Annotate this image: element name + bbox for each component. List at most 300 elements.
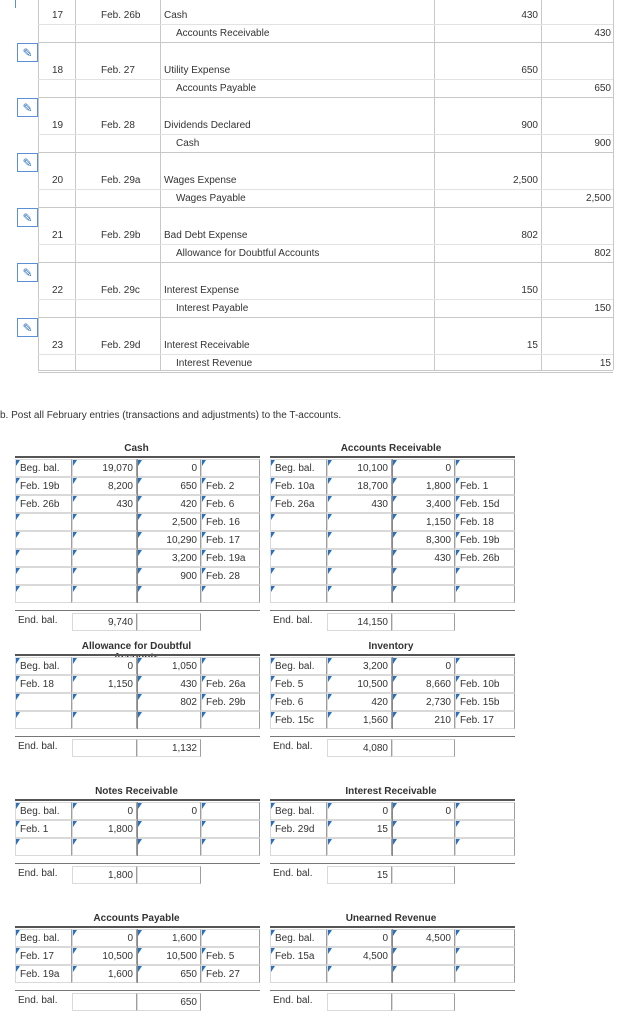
right-label-input[interactable] (455, 477, 515, 495)
edit-entry-button[interactable] (17, 318, 38, 337)
left-label-input[interactable] (15, 459, 72, 477)
right-label-input[interactable] (201, 657, 260, 675)
debit-input[interactable] (327, 693, 392, 711)
debit-input[interactable] (72, 838, 137, 856)
debit-account[interactable]: Interest Expense (164, 285, 240, 296)
debit-input[interactable] (72, 513, 137, 531)
left-label-input[interactable] (15, 513, 72, 531)
left-label-input[interactable] (270, 495, 327, 513)
left-label-input[interactable] (15, 585, 72, 603)
credit-account[interactable]: Accounts Receivable (176, 28, 270, 39)
left-label-input[interactable] (15, 495, 72, 513)
end-balance-debit-input[interactable] (72, 993, 137, 1011)
debit-input[interactable] (327, 531, 392, 549)
right-label-input[interactable] (201, 947, 260, 965)
input-flag-icon (328, 586, 332, 592)
debit-input[interactable] (72, 711, 137, 729)
t-account-divider (137, 459, 138, 603)
input-flag-icon (138, 586, 142, 592)
credit-input[interactable] (137, 711, 201, 729)
right-label-input[interactable] (455, 675, 515, 693)
credit-value: 430 (180, 679, 197, 690)
right-label-input[interactable] (201, 531, 260, 549)
right-label-input[interactable] (201, 965, 260, 983)
right-label-input[interactable] (455, 929, 515, 947)
right-label-input[interactable] (201, 838, 260, 856)
left-label-input[interactable] (270, 549, 327, 567)
credit-input[interactable] (392, 513, 455, 531)
credit-input[interactable] (392, 459, 455, 477)
credit-input[interactable] (137, 585, 201, 603)
credit-account[interactable]: Interest Revenue (176, 358, 253, 369)
debit-amount[interactable]: 430 (521, 10, 538, 21)
credit-input[interactable] (137, 549, 201, 567)
right-label-input[interactable] (201, 675, 260, 693)
debit-input[interactable] (72, 675, 137, 693)
credit-input[interactable] (392, 477, 455, 495)
debit-input[interactable] (72, 802, 137, 820)
debit-input[interactable] (327, 513, 392, 531)
credit-input[interactable] (137, 495, 201, 513)
journal-row-divider (38, 299, 613, 300)
credit-amount[interactable]: 900 (594, 138, 611, 149)
t-account-underline (270, 799, 515, 801)
t-account-underline (15, 456, 260, 458)
debit-input[interactable] (327, 459, 392, 477)
input-flag-icon (202, 460, 206, 466)
debit-input[interactable] (327, 929, 392, 947)
input-flag-icon (393, 478, 397, 484)
credit-account[interactable]: Wages Payable (176, 193, 246, 204)
t-account-title: Interest Receivable (345, 786, 437, 797)
debit-account[interactable]: Utility Expense (164, 65, 231, 76)
left-label-input[interactable] (270, 567, 327, 585)
end-balance-credit-input[interactable] (392, 739, 455, 757)
input-flag-icon (16, 712, 20, 718)
credit-value: 650 (180, 481, 197, 492)
right-label-input[interactable] (201, 477, 260, 495)
end-balance-credit-input[interactable] (137, 739, 201, 757)
left-label-input[interactable] (270, 711, 327, 729)
entry-date[interactable]: Feb. 29c (101, 285, 140, 296)
right-label-input[interactable] (201, 585, 260, 603)
right-label-text: Feb. 27 (206, 969, 240, 980)
credit-amount[interactable]: 15 (599, 358, 611, 369)
end-balance-credit-input[interactable] (137, 993, 201, 1011)
right-label-input[interactable] (455, 549, 515, 567)
left-label-input[interactable] (270, 947, 327, 965)
input-flag-icon (328, 532, 332, 538)
pencil-icon: ✎ (22, 265, 33, 280)
debit-amount[interactable]: 2,500 (512, 175, 538, 186)
credit-input[interactable] (137, 947, 201, 965)
credit-account[interactable]: Interest Payable (176, 303, 249, 314)
right-label-input[interactable] (455, 495, 515, 513)
credit-value: 900 (180, 571, 197, 582)
edit-entry-button[interactable] (17, 153, 38, 172)
debit-value: 0 (382, 806, 388, 817)
debit-value: 0 (382, 933, 388, 944)
debit-amount[interactable]: 15 (526, 340, 538, 351)
input-flag-icon (138, 676, 142, 682)
left-label-input[interactable] (15, 711, 72, 729)
left-label-input[interactable] (270, 675, 327, 693)
input-flag-icon (138, 460, 142, 466)
debit-input[interactable] (72, 929, 137, 947)
left-label-input[interactable] (15, 929, 72, 947)
right-label-input[interactable] (455, 802, 515, 820)
credit-input[interactable] (392, 549, 455, 567)
right-label-input[interactable] (201, 929, 260, 947)
input-flag-icon (73, 496, 77, 502)
left-label-input[interactable] (15, 675, 72, 693)
end-balance-credit: 650 (180, 997, 197, 1008)
journal-grid-line (434, 0, 435, 370)
left-label-input[interactable] (270, 965, 327, 983)
credit-input[interactable] (392, 947, 455, 965)
debit-input[interactable] (72, 693, 137, 711)
end-balance-credit-input[interactable] (137, 866, 201, 884)
debit-value: 3,200 (362, 661, 388, 672)
t-account-underline (15, 654, 260, 656)
left-label-input[interactable] (15, 838, 72, 856)
debit-input[interactable] (327, 838, 392, 856)
credit-value: 10,500 (166, 951, 197, 962)
right-label-input[interactable] (455, 567, 515, 585)
input-flag-icon (456, 821, 460, 827)
right-label-input[interactable] (455, 531, 515, 549)
credit-input[interactable] (392, 820, 455, 838)
input-flag-icon (138, 694, 142, 700)
right-label-input[interactable] (455, 513, 515, 531)
t-account-underline (270, 654, 515, 656)
right-label-input[interactable] (455, 585, 515, 603)
input-flag-icon (16, 586, 20, 592)
input-flag-icon (73, 948, 77, 954)
debit-account[interactable]: Cash (164, 10, 188, 21)
right-label-text: Feb. 2 (206, 481, 235, 492)
credit-value: 1,150 (425, 517, 451, 528)
credit-input[interactable] (392, 657, 455, 675)
end-balance-credit-input[interactable] (392, 613, 455, 631)
t-account-title: Allowance for Doubtful (81, 641, 192, 652)
debit-value: 1,560 (362, 715, 388, 726)
credit-input[interactable] (137, 477, 201, 495)
input-flag-icon (328, 839, 332, 845)
left-label-input[interactable] (15, 549, 72, 567)
credit-input[interactable] (392, 838, 455, 856)
end-balance-debit-input[interactable] (327, 866, 392, 884)
debit-input[interactable] (327, 802, 392, 820)
right-label-input[interactable] (455, 965, 515, 983)
credit-account[interactable]: Allowance for Doubtful Accounts (176, 248, 320, 259)
left-label-input[interactable] (15, 965, 72, 983)
credit-amount[interactable]: 802 (594, 248, 611, 259)
credit-input[interactable] (137, 531, 201, 549)
credit-input[interactable] (392, 693, 455, 711)
debit-input[interactable] (72, 531, 137, 549)
end-balance-debit: 4,080 (362, 743, 388, 754)
input-flag-icon (393, 532, 397, 538)
left-label-text: Feb. 10a (275, 481, 315, 492)
credit-input[interactable] (392, 965, 455, 983)
left-label-input[interactable] (270, 657, 327, 675)
debit-input[interactable] (327, 947, 392, 965)
input-flag-icon (138, 514, 142, 520)
right-label-input[interactable] (455, 693, 515, 711)
input-flag-icon (138, 496, 142, 502)
credit-input[interactable] (392, 495, 455, 513)
input-flag-icon (271, 514, 275, 520)
left-label-input[interactable] (15, 567, 72, 585)
right-label-input[interactable] (201, 567, 260, 585)
entry-date[interactable]: Feb. 29d (101, 340, 141, 351)
right-label-input[interactable] (455, 947, 515, 965)
credit-input[interactable] (137, 693, 201, 711)
input-flag-icon (393, 550, 397, 556)
debit-input[interactable] (72, 495, 137, 513)
left-label-input[interactable] (270, 459, 327, 477)
left-label-input[interactable] (270, 929, 327, 947)
right-label-input[interactable] (201, 693, 260, 711)
debit-input[interactable] (72, 965, 137, 983)
t-account-divider (137, 929, 138, 983)
right-label-input[interactable] (201, 549, 260, 567)
left-label-input[interactable] (270, 838, 327, 856)
debit-input[interactable] (327, 567, 392, 585)
input-flag-icon (16, 532, 20, 538)
debit-input[interactable] (327, 549, 392, 567)
debit-input[interactable] (327, 495, 392, 513)
input-flag-icon (73, 478, 77, 484)
debit-input[interactable] (72, 820, 137, 838)
credit-input[interactable] (392, 585, 455, 603)
t-account-divider (392, 929, 393, 983)
input-flag-icon (328, 712, 332, 718)
debit-input[interactable] (327, 657, 392, 675)
entry-date[interactable]: Feb. 29a (101, 175, 141, 186)
debit-input[interactable] (72, 585, 137, 603)
debit-account[interactable]: Interest Receivable (164, 340, 250, 351)
entry-date[interactable]: Feb. 26b (101, 10, 141, 21)
credit-input[interactable] (392, 711, 455, 729)
left-label-input[interactable] (15, 693, 72, 711)
end-balance-debit-input[interactable] (72, 613, 137, 631)
right-label-input[interactable] (455, 838, 515, 856)
end-balance-debit: 9,740 (107, 617, 133, 628)
edit-entry-button[interactable] (17, 208, 38, 227)
credit-account[interactable]: Accounts Payable (176, 83, 257, 94)
input-flag-icon (202, 586, 206, 592)
credit-input[interactable] (137, 675, 201, 693)
credit-input[interactable] (137, 838, 201, 856)
debit-input[interactable] (327, 675, 392, 693)
credit-value: 0 (445, 463, 451, 474)
credit-amount[interactable]: 650 (594, 83, 611, 94)
credit-input[interactable] (137, 929, 201, 947)
left-label-input[interactable] (270, 585, 327, 603)
end-balance-label: End. bal. (273, 615, 313, 626)
left-label-text: Feb. 15a (275, 951, 315, 962)
credit-amount[interactable]: 430 (594, 28, 611, 39)
entry-date[interactable]: Feb. 28 (101, 120, 135, 131)
debit-amount[interactable]: 802 (521, 230, 538, 241)
input-flag-icon (328, 550, 332, 556)
left-label-input[interactable] (15, 820, 72, 838)
right-label-input[interactable] (455, 459, 515, 477)
right-label-text: Feb. 29b (206, 697, 246, 708)
left-label-text: Beg. bal. (20, 661, 60, 672)
debit-input[interactable] (327, 477, 392, 495)
end-balance-credit-input[interactable] (137, 613, 201, 631)
left-label-input[interactable] (270, 531, 327, 549)
input-flag-icon (202, 839, 206, 845)
debit-amount[interactable]: 150 (521, 285, 538, 296)
debit-account[interactable]: Bad Debt Expense (164, 230, 248, 241)
t-account-title: Accounts Payable (93, 913, 180, 924)
debit-input[interactable] (72, 567, 137, 585)
credit-value: 210 (434, 715, 451, 726)
credit-input[interactable] (137, 459, 201, 477)
edit-entry-button[interactable] (17, 263, 38, 282)
end-balance-debit-input[interactable] (327, 613, 392, 631)
end-balance-debit-input[interactable] (327, 739, 392, 757)
end-balance-rule (270, 610, 515, 611)
credit-input[interactable] (137, 965, 201, 983)
entry-date[interactable]: Feb. 29b (101, 230, 141, 241)
input-flag-icon (393, 460, 397, 466)
input-flag-icon (138, 948, 142, 954)
journal-row-divider (38, 134, 613, 135)
left-label-input[interactable] (15, 657, 72, 675)
right-label-text: Feb. 19b (460, 535, 500, 546)
left-label-text: Beg. bal. (275, 933, 315, 944)
left-label-input[interactable] (15, 947, 72, 965)
input-flag-icon (202, 803, 206, 809)
input-flag-icon (393, 676, 397, 682)
input-flag-icon (393, 839, 397, 845)
credit-input[interactable] (392, 531, 455, 549)
left-label-input[interactable] (15, 802, 72, 820)
debit-value: 0 (127, 661, 133, 672)
credit-input[interactable] (392, 802, 455, 820)
right-label-input[interactable] (455, 711, 515, 729)
credit-input[interactable] (137, 820, 201, 838)
pencil-icon: ✎ (22, 320, 33, 335)
debit-account[interactable]: Wages Expense (164, 175, 237, 186)
input-flag-icon (328, 460, 332, 466)
right-label-input[interactable] (201, 820, 260, 838)
credit-input[interactable] (137, 513, 201, 531)
debit-input[interactable] (327, 965, 392, 983)
left-label-input[interactable] (270, 802, 327, 820)
input-flag-icon (271, 839, 275, 845)
credit-value: 430 (434, 553, 451, 564)
input-flag-icon (328, 694, 332, 700)
right-label-input[interactable] (201, 711, 260, 729)
credit-input[interactable] (392, 675, 455, 693)
credit-amount[interactable]: 150 (594, 303, 611, 314)
credit-input[interactable] (137, 567, 201, 585)
debit-input[interactable] (327, 820, 392, 838)
input-flag-icon (138, 712, 142, 718)
right-label-input[interactable] (201, 513, 260, 531)
t-account-underline (270, 456, 515, 458)
debit-input[interactable] (327, 711, 392, 729)
left-label-text: Feb. 26b (20, 499, 60, 510)
left-label-input[interactable] (15, 531, 72, 549)
end-balance-label: End. bal. (18, 868, 58, 879)
journal-row-divider (38, 79, 613, 80)
left-label-input[interactable] (270, 513, 327, 531)
debit-account[interactable]: Dividends Declared (164, 120, 251, 131)
right-label-input[interactable] (201, 459, 260, 477)
end-balance-debit: 15 (376, 870, 388, 881)
journal-grid-line (75, 0, 76, 370)
entry-number: 18 (52, 65, 64, 76)
left-label-input[interactable] (270, 477, 327, 495)
input-flag-icon (138, 532, 142, 538)
debit-input[interactable] (72, 657, 137, 675)
credit-input[interactable] (392, 567, 455, 585)
right-label-input[interactable] (201, 802, 260, 820)
input-flag-icon (328, 948, 332, 954)
input-flag-icon (202, 658, 206, 664)
input-flag-icon (73, 694, 77, 700)
debit-value: 1,600 (107, 969, 133, 980)
credit-value: 0 (191, 806, 197, 817)
left-label-input[interactable] (15, 477, 72, 495)
debit-input[interactable] (327, 585, 392, 603)
input-flag-icon (271, 966, 275, 972)
end-balance-credit-input[interactable] (392, 866, 455, 884)
right-label-input[interactable] (201, 495, 260, 513)
edit-entry-button[interactable] (17, 98, 38, 117)
credit-input[interactable] (137, 657, 201, 675)
end-balance-rule (15, 863, 260, 864)
right-label-text: Feb. 10b (460, 679, 500, 690)
entry-number: 22 (52, 285, 64, 296)
end-balance-label: End. bal. (18, 995, 58, 1006)
edit-entry-button[interactable] (17, 43, 38, 62)
credit-input[interactable] (137, 802, 201, 820)
debit-input[interactable] (72, 477, 137, 495)
debit-amount[interactable]: 900 (521, 120, 538, 131)
right-label-input[interactable] (455, 820, 515, 838)
debit-input[interactable] (72, 549, 137, 567)
credit-value: 650 (180, 969, 197, 980)
end-balance-debit-input[interactable] (72, 866, 137, 884)
debit-input[interactable] (72, 947, 137, 965)
credit-amount[interactable]: 2,500 (585, 193, 611, 204)
debit-input[interactable] (72, 459, 137, 477)
input-flag-icon (16, 568, 20, 574)
end-balance-debit-input[interactable] (72, 739, 137, 757)
entry-date[interactable]: Feb. 27 (101, 65, 135, 76)
left-label-input[interactable] (270, 820, 327, 838)
input-flag-icon (328, 803, 332, 809)
debit-amount[interactable]: 650 (521, 65, 538, 76)
right-label-text: Feb. 5 (206, 951, 235, 962)
right-label-input[interactable] (455, 657, 515, 675)
end-balance-debit-input[interactable] (327, 993, 392, 1011)
input-flag-icon (138, 821, 142, 827)
credit-input[interactable] (392, 929, 455, 947)
left-label-input[interactable] (270, 693, 327, 711)
input-flag-icon (202, 712, 206, 718)
end-balance-credit-input[interactable] (392, 993, 455, 1011)
credit-account[interactable]: Cash (176, 138, 200, 149)
